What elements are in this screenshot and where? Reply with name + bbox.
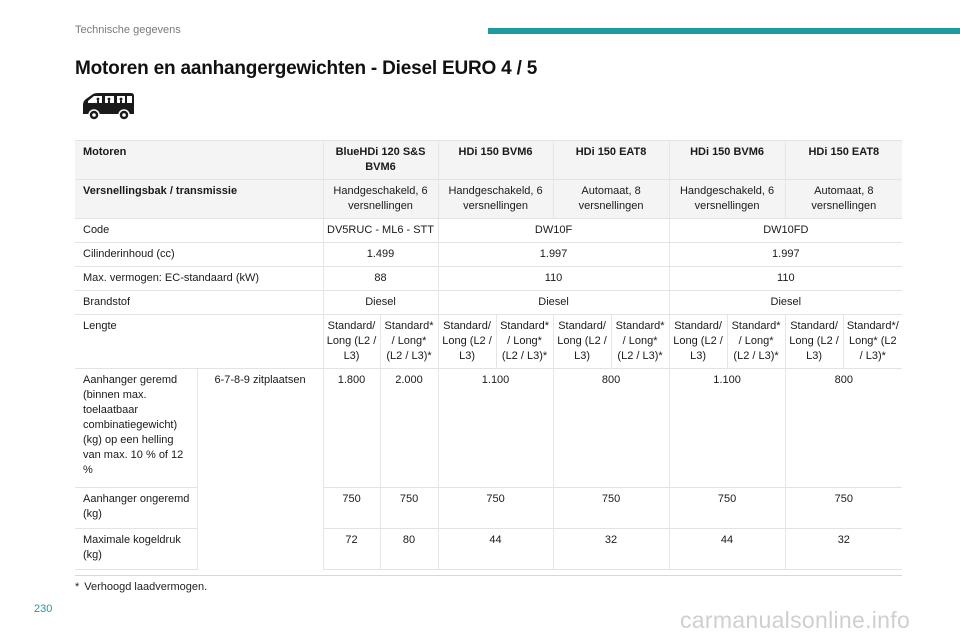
- watermark: carmanualsonline.info: [680, 607, 911, 633]
- table-cell: 32: [785, 529, 902, 570]
- table-cell: Automaat, 8 versnellingen: [785, 180, 902, 219]
- table-cell: Diesel: [323, 291, 438, 315]
- table-row-power: [75, 267, 902, 291]
- table-cell: Automaat, 8 versnellingen: [553, 180, 669, 219]
- table-cell: Standard*/ Long* (L2 / L3)*: [611, 315, 669, 369]
- row-label: Code: [75, 219, 323, 243]
- engine-specs-table: [75, 140, 902, 570]
- engine-header: HDi 150 EAT8: [785, 141, 902, 180]
- table-cell: 1.997: [438, 243, 669, 267]
- table-cell: Standard/ Long (L2 / L3): [438, 315, 496, 369]
- page-number: 230: [34, 603, 53, 615]
- table-cell: Handgeschakeld, 6 versnellingen: [438, 180, 553, 219]
- section-accent-bar: [488, 28, 960, 34]
- van-icon: [80, 92, 136, 122]
- table-cell: 750: [438, 488, 553, 529]
- row-label: Lengte: [75, 315, 323, 369]
- row-label: Aanhanger geremd (binnen max. toelaatbaar combinatiegewicht) (kg) op een helling van max. 10 % of 12 %: [75, 369, 197, 488]
- table-cell: Standard*/ Long* (L2 / L3)*: [380, 315, 438, 369]
- table-cell: Handgeschakeld, 6 versnellingen: [669, 180, 785, 219]
- table-cell: 1.997: [669, 243, 902, 267]
- table-cell: DW10F: [438, 219, 669, 243]
- page-title: Motoren en aanhangergewichten - Diesel EURO 4 / 5: [75, 58, 538, 79]
- table-row-fuel: [75, 291, 902, 315]
- table-cell: 32: [553, 529, 669, 570]
- table-cell: Standard/ Long (L2 / L3): [669, 315, 727, 369]
- table-row-transmission: [75, 180, 902, 219]
- table-cell: 44: [438, 529, 553, 570]
- table-cell: 110: [669, 267, 902, 291]
- table-cell: Diesel: [438, 291, 669, 315]
- row-label: Max. vermogen: EC-standaard (kW): [75, 267, 323, 291]
- table-cell: Diesel: [669, 291, 902, 315]
- row-label: Brandstof: [75, 291, 323, 315]
- table-cell: 800: [785, 369, 902, 488]
- footnote-text: Verhoogd laadvermogen.: [84, 581, 208, 593]
- table-row-code: [75, 219, 902, 243]
- table-cell: 44: [669, 529, 785, 570]
- table-cell: Standard*/ Long* (L2 / L3)*: [727, 315, 785, 369]
- table-cell: 750: [785, 488, 902, 529]
- table-cell: Standard/ Long (L2 / L3): [323, 315, 380, 369]
- table-cell: 2.000: [380, 369, 438, 488]
- table-cell: DV5RUC - ML6 - STT: [323, 219, 438, 243]
- table-cell: 1.499: [323, 243, 438, 267]
- footnote-mark: *: [75, 581, 80, 593]
- engine-header: HDi 150 BVM6: [669, 141, 785, 180]
- table-cell: 1.800: [323, 369, 380, 488]
- table-cell: Standard/ Long (L2 / L3): [553, 315, 611, 369]
- footnote: [75, 581, 207, 593]
- engines-label: Motoren: [75, 141, 323, 180]
- table-cell: Standard*/ Long* (L2 / L3)*: [496, 315, 553, 369]
- table-cell: Standard/ Long (L2 / L3): [785, 315, 843, 369]
- table-header-row: [75, 141, 902, 180]
- table-cell: 110: [438, 267, 669, 291]
- table-row-trailer-braked: [75, 369, 902, 488]
- table-cell: 1.100: [438, 369, 553, 488]
- row-label: Maximale kogeldruk (kg): [75, 529, 197, 570]
- engine-header: BlueHDi 120 S&S BVM6: [323, 141, 438, 180]
- table-cell: 800: [553, 369, 669, 488]
- table-cell: 750: [669, 488, 785, 529]
- footnote-divider: [75, 575, 902, 576]
- table-cell: 750: [553, 488, 669, 529]
- table-row-displacement: [75, 243, 902, 267]
- row-label: Versnellingsbak / transmissie: [75, 180, 323, 219]
- table-cell: 1.100: [669, 369, 785, 488]
- section-label: Technische gegevens: [75, 24, 181, 36]
- table-cell: 72: [323, 529, 380, 570]
- row-label: Aanhanger ongeremd (kg): [75, 488, 197, 529]
- engine-header: HDi 150 EAT8: [553, 141, 669, 180]
- table-cell: 80: [380, 529, 438, 570]
- row-label: Cilinderinhoud (cc): [75, 243, 323, 267]
- table-row-length: [75, 315, 902, 369]
- table-cell: 750: [380, 488, 438, 529]
- seats-cell: 6-7-8-9 zitplaatsen: [197, 369, 323, 570]
- table-cell: Handgeschakeld, 6 versnellingen: [323, 180, 438, 219]
- engine-header: HDi 150 BVM6: [438, 141, 553, 180]
- table-cell: Standard*/ Long* (L2 / L3)*: [843, 315, 902, 369]
- table-cell: 88: [323, 267, 438, 291]
- table-cell: 750: [323, 488, 380, 529]
- table-cell: DW10FD: [669, 219, 902, 243]
